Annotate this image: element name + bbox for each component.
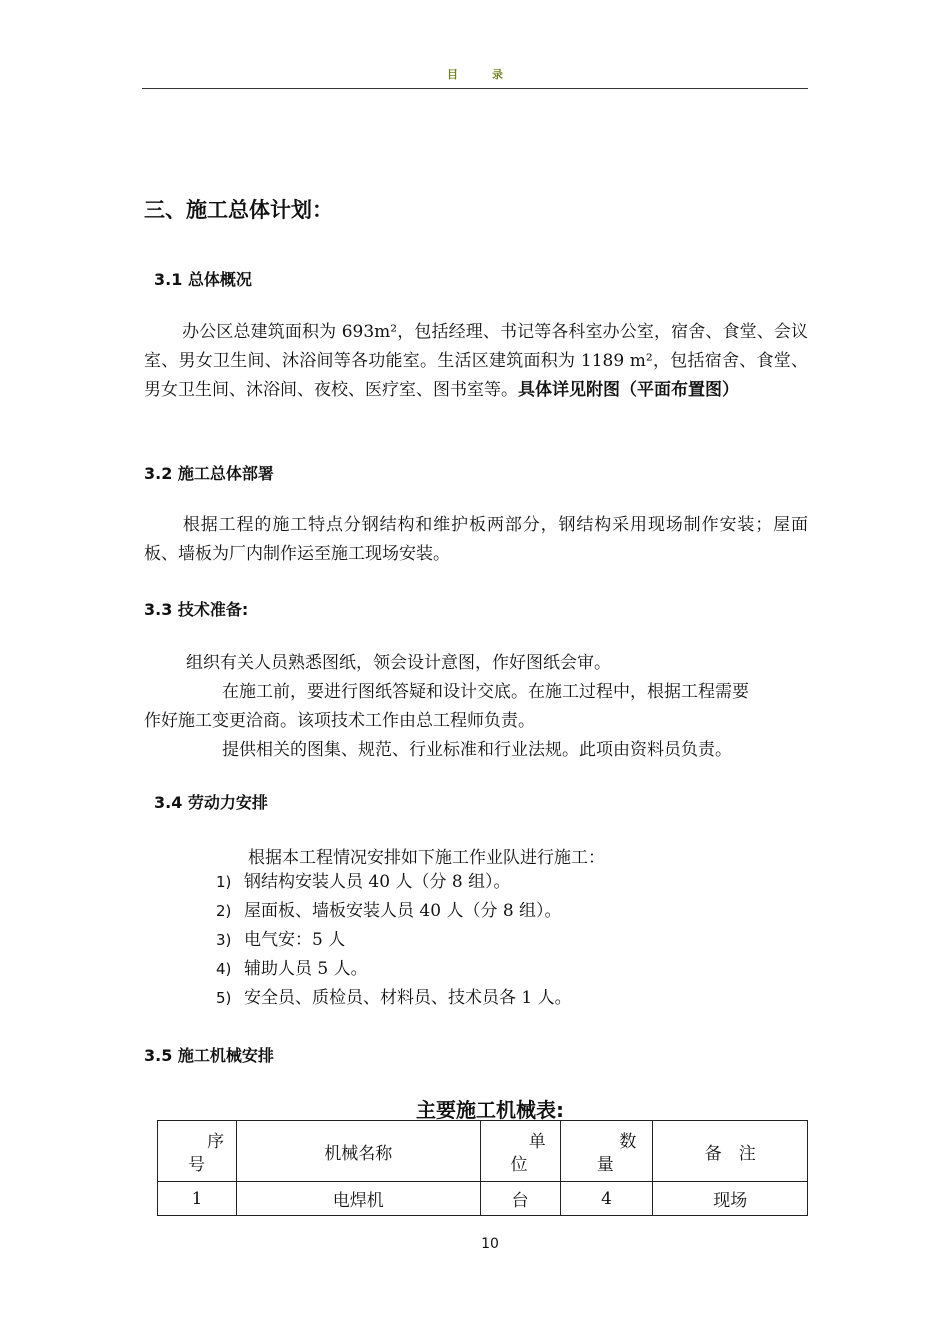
list-item: 3) 电气安：5 人 xyxy=(216,930,346,950)
heading-3-4: 3.4 劳动力安排 xyxy=(154,793,268,812)
header-seq: 序 号 xyxy=(158,1121,237,1182)
paragraph-3-1 xyxy=(144,318,808,405)
heading-3-5: 3.5 施工机械安排 xyxy=(144,1046,274,1065)
header-unit: 单 位 xyxy=(480,1121,560,1182)
machinery-table xyxy=(157,1120,808,1216)
heading-3-2: 3.2 施工总体部署 xyxy=(144,464,274,483)
section-title: 三、施工总体计划： xyxy=(144,198,333,222)
list-item: 5) 安全员、质检员、材料员、技术员各 1 人。 xyxy=(216,988,572,1008)
tech-prep-line-1: 组织有关人员熟悉图纸，领会设计意图，作好图纸会审。 xyxy=(186,653,611,673)
header-remark: 备 注 xyxy=(653,1121,808,1182)
paragraph-3-1-text: 办公区总建筑面积为 693m²，包括经理、书记等各科室办公室，宿舍、食堂、会议室、男女卫生间、沐浴间等各功能室。生活区建筑面积为 1189 m²，包括宿舍、食堂、男女卫生间、沐浴间、夜校、医疗室、图书室等。 xyxy=(144,322,808,400)
cell-unit: 台 xyxy=(480,1182,560,1216)
cell-remark: 现场 xyxy=(653,1182,808,1216)
labor-intro: 根据本工程情况安排如下施工作业队进行施工： xyxy=(248,848,605,868)
page-number: 10 xyxy=(481,1236,499,1252)
header-divider xyxy=(142,88,808,89)
labor-list xyxy=(216,868,572,1013)
header-name: 机械名称 xyxy=(237,1121,480,1182)
tech-prep-line-2a: 在施工前，要进行图纸答疑和设计交底。在施工过程中，根据工程需要 xyxy=(222,682,749,702)
cell-name: 电焊机 xyxy=(237,1182,480,1216)
heading-3-1: 3.1 总体概况 xyxy=(154,270,252,289)
table-title: 主要施工机械表: xyxy=(416,1098,564,1122)
header-char-2: 录 xyxy=(492,68,503,81)
paragraph-3-1-bold: 具体详见附图（平面布置图） xyxy=(518,380,739,400)
paragraph-3-2-text: 根据工程的施工特点分钢结构和维护板两部分，钢结构采用现场制作安装；屋面板、墙板为厂内制作运至施工现场安装。 xyxy=(144,515,808,564)
header-qty: 数 量 xyxy=(560,1121,653,1182)
table-row xyxy=(158,1182,808,1216)
cell-qty: 4 xyxy=(560,1182,653,1216)
tech-prep-line-3: 提供相关的图集、规范、行业标准和行业法规。此项由资料员负责。 xyxy=(222,740,732,760)
cell-seq: 1 xyxy=(158,1182,237,1216)
list-item: 4) 辅助人员 5 人。 xyxy=(216,959,368,979)
tech-prep-line-2b: 作好施工变更洽商。该项技术工作由总工程师负责。 xyxy=(144,711,535,731)
list-item: 1) 钢结构安装人员 40 人（分 8 组）。 xyxy=(216,872,511,892)
header-char-1: 目 xyxy=(447,68,458,81)
table-header-row xyxy=(158,1121,808,1182)
heading-3-3: 3.3 技术准备: xyxy=(144,600,249,619)
paragraph-3-2 xyxy=(144,511,808,569)
list-item: 2) 屋面板、墙板安装人员 40 人（分 8 组）。 xyxy=(216,901,562,921)
page-header xyxy=(0,66,950,82)
